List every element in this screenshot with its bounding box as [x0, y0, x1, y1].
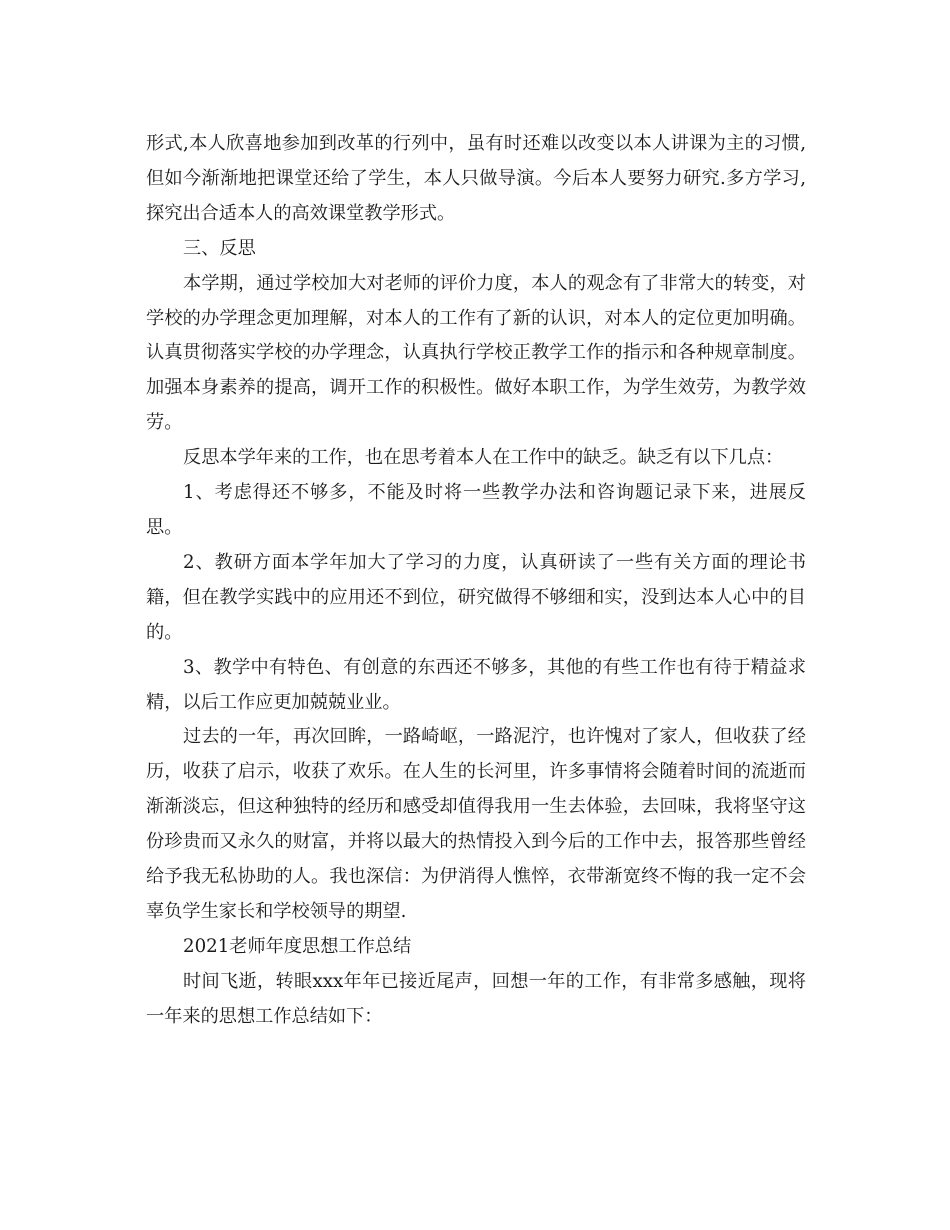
document-body [146, 127, 806, 1035]
section-heading-summary-title: 2021老师年度思想工作总结 [183, 935, 412, 957]
list-item-1: 1、考虑得还不够多，不能及时将一些教学办法和咨询题记录下来，进展反思。 [146, 482, 806, 538]
paragraph-time-flies: 时间飞逝，转眼xxx年年已接近尾声，回想一年的工作，有非常多感触，现将一年来的思想工作总结如下： [146, 970, 806, 1027]
section-heading-reflection: 三、反思 [183, 237, 256, 259]
paragraph-semester: 本学期，通过学校加大对老师的评价力度，本人的观念有了非常大的转变，对学校的办学理念更加理解，对本人的工作有了新的认识，对本人的定位更加明确。认真贯彻落实学校的办学理念，认真执行学校正教学工作的指示和各种规章制度。加强本身素养的提高，调开工作的积极性。做好本职工作，为学生效劳，为教学效劳。 [146, 272, 806, 434]
paragraph-past-year: 过去的一年，再次回眸，一路崎岖，一路泥泞，也许愧对了家人，但收获了经历，收获了启示，收获了欢乐。在人生的长河里，许多事情将会随着时间的流逝而渐渐淡忘，但这种独特的经历和感受却值得我用一生去体验，去回味，我将坚守这份珍贵而又永久的财富，并将以最大的热情投入到今后的工作中去，报答那些曾经给予我无私协助的人。我也深信：为伊消得人憔悴，衣带渐宽终不悔的我一定不会辜负学生家长和学校领导的期望. [146, 726, 806, 922]
paragraph-shortcomings-intro: 反思本学年来的工作，也在思考着本人在工作中的缺乏。缺乏有以下几点： [183, 447, 784, 469]
list-item-2: 2、教研方面本学年加大了学习的力度，认真研读了一些有关方面的理论书籍，但在教学实践中的应用还不到位，研究做得不够细和实，没到达本人心中的目的。 [146, 551, 806, 643]
paragraph-intro: 形式,本人欣喜地参加到改革的行列中，虽有时还难以改变以本人讲课为主的习惯,但如今渐渐地把课堂还给了学生，本人只做导演。今后本人要努力研究.多方学习,探究出合适本人的高效课堂教学形式。 [146, 133, 806, 224]
list-item-3: 3、教学中有特色、有创意的东西还不够多，其他的有些工作也有待于精益求精，以后工作应更加兢兢业业。 [146, 656, 806, 713]
